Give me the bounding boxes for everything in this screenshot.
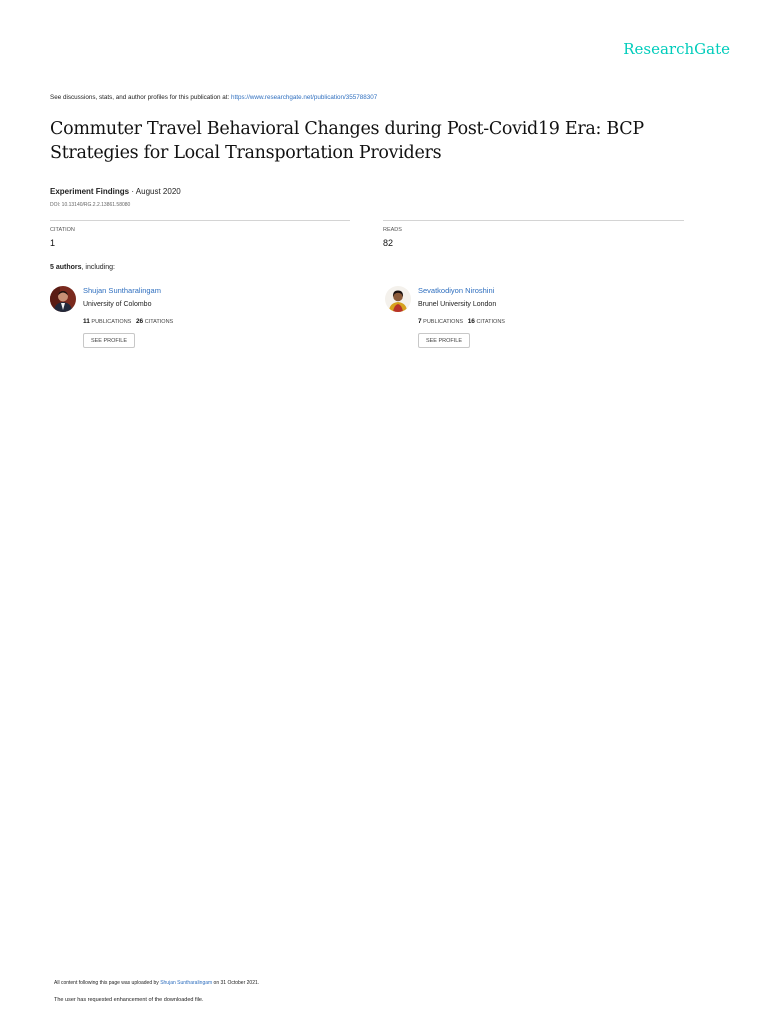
citations-count: 26 [135,318,144,325]
author-counts [83,318,173,325]
publication-meta [50,187,181,196]
publication-type: Experiment Findings [50,187,130,196]
authors-heading [50,264,115,271]
author-name[interactable]: Sevatkodiyon Niroshini [418,286,495,295]
citations-count: 16 [467,318,475,325]
citation-label: CITATION [50,227,75,233]
upload-note [54,980,259,986]
publications-label: PUBLICATIONS [91,319,132,325]
author-name[interactable]: Shujan Suntharalingam [83,286,161,295]
publication-link[interactable]: https://www.researchgate.net/publication/355788307 [230,94,378,101]
publications-count: 11 [83,318,90,325]
discussions-text: See discussions, stats, and author profiles for this publication at: [50,94,231,101]
citation-count: 1 [50,238,56,248]
publication-doi: DOI: 10.13140/RG.2.2.13861.58080 [50,202,131,208]
avatar[interactable] [50,286,76,312]
author-counts [418,318,505,325]
publications-label: PUBLICATIONS [423,319,464,325]
author-card [385,285,685,355]
publication-date: · August 2020 [129,187,181,196]
reads-label: READS [383,227,402,233]
discussions-line [50,94,377,101]
upload-prefix: All content following this page was uploaded by [54,980,161,986]
divider-reads [383,220,684,221]
reads-count: 82 [383,238,394,248]
see-profile-button[interactable]: SEE PROFILE [418,333,470,348]
authors-count: 5 authors [50,264,82,271]
enhancement-note: The user has requested enhancement of the downloaded file. [54,997,204,1003]
publication-title: Commuter Travel Behavioral Changes during Post-Covid19 Era: BCP Strategies for Local Transportation Providers [50,119,644,163]
author-institution: University of Colombo [83,301,152,308]
publications-count: 7 [418,318,422,325]
authors-suffix: , including: [81,264,115,271]
citations-label: CITATIONS [476,319,505,325]
author-institution: Brunel University London [418,301,497,308]
upload-suffix: on 31 October 2021. [212,980,260,986]
citations-label: CITATIONS [144,319,174,325]
researchgate-logo[interactable]: ResearchGate [623,40,730,58]
author-card [50,285,350,355]
see-profile-button[interactable]: SEE PROFILE [83,333,135,348]
avatar[interactable] [385,286,411,312]
uploader-link[interactable]: Shujan Suntharalingam [160,980,213,986]
divider-citation [50,220,350,221]
